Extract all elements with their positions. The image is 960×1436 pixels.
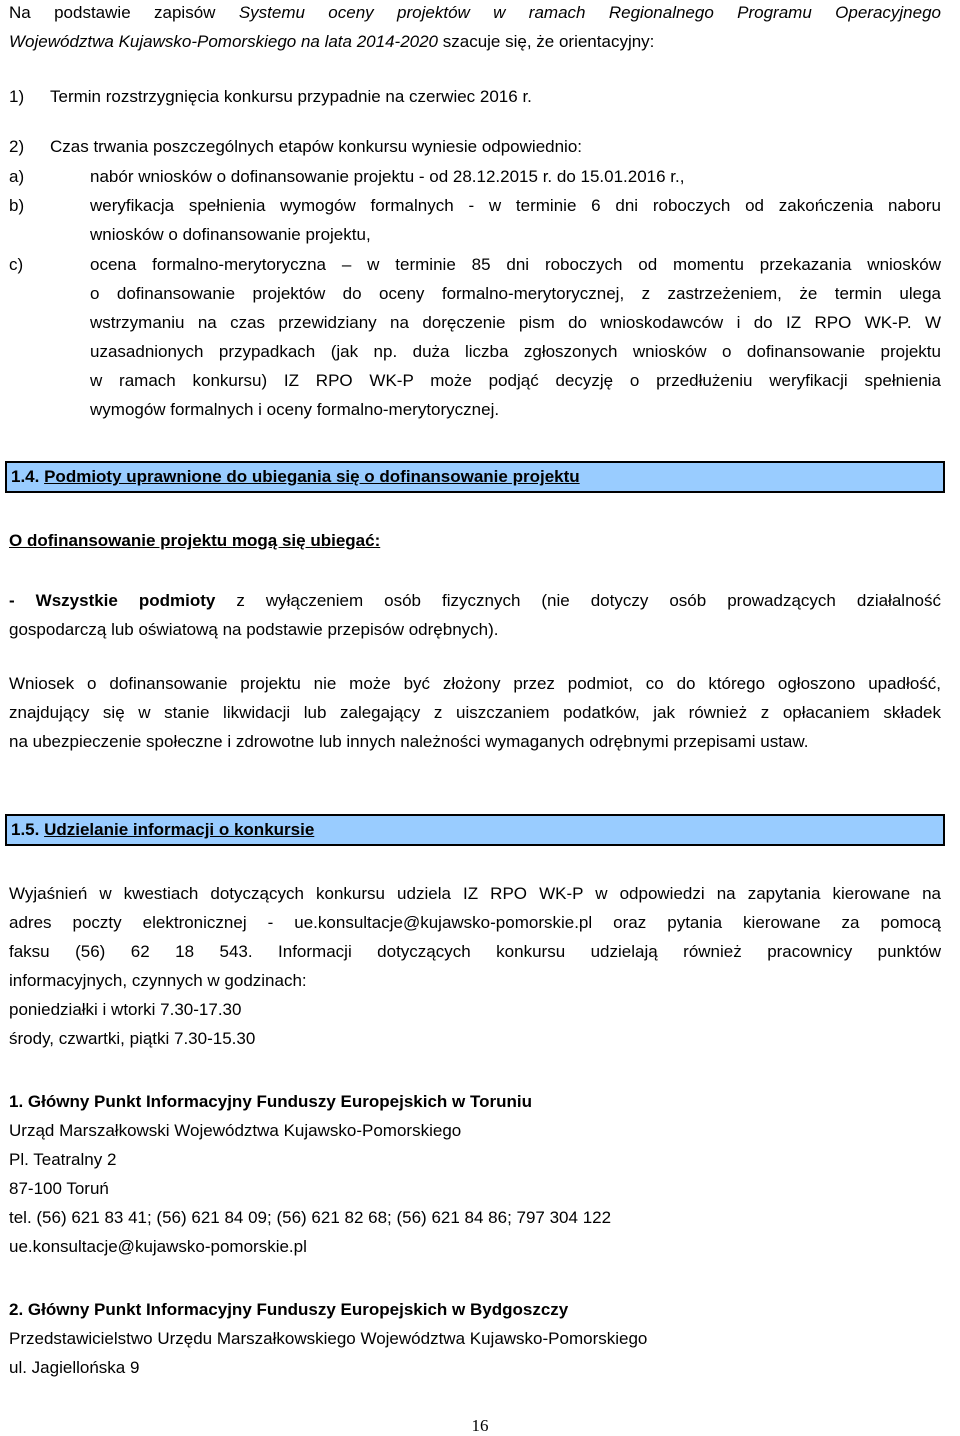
eligibility-heading — [9, 526, 941, 555]
exclusion-line: na ubezpieczenie społeczne i zdrowotne lub innych należności wymaganych odrębnymi przepisami ustaw. — [9, 732, 809, 751]
sublist-text-line: weryfikacja spełnienia wymogów formalnych - w terminie 6 dni roboczych od zakończenia naboru — [90, 196, 941, 215]
section-number: 1.4. — [11, 467, 40, 486]
info-line: informacyjnych, czynnych w godzinach: — [9, 971, 307, 990]
section-number: 1.5. — [11, 820, 40, 839]
section-title: Udzielanie informacji o konkursie — [44, 820, 315, 839]
sublist-item-a — [9, 162, 941, 191]
list-number: 1) — [9, 87, 25, 106]
sublist-label: c) — [9, 255, 24, 274]
office-institution: Przedstawicielstwo Urzędu Marszałkowskiego Województwa Kujawsko-Pomorskiego — [9, 1329, 648, 1348]
intro-program-name: Systemu oceny projektów w ramach Regionalnego Programu Operacyjnego — [238, 3, 942, 22]
intro-text: Na podstawie zapisów — [9, 3, 239, 22]
office-torun — [9, 1087, 941, 1261]
sublist-text-line: uzasadnionych przypadkach (jak np. duża liczba zgłoszonych wniosków o dofinansowanie projektu — [90, 342, 941, 361]
sublist-text-line: wstrzymaniu na czas przewidziany na doręczenie pism do wnioskodawców i do IZ RPO WK-P. W — [90, 313, 941, 332]
office-postal-city: 87-100 Toruń — [9, 1179, 109, 1198]
sublist-item-b — [9, 191, 941, 249]
list-item-2 — [9, 132, 941, 161]
office-hours-wed-fri: środy, czwartki, piątki 7.30-15.30 — [9, 1029, 256, 1048]
section-heading-1-5 — [5, 814, 945, 846]
eligible-entities: - Wszystkie podmioty — [9, 591, 216, 610]
office-title: 1. Główny Punkt Informacyjny Funduszy Europejskich w Toruniu — [9, 1092, 532, 1111]
info-line: faksu (56) 62 18 543. Informacji dotyczących konkursu udzielają również pracownicy punktów — [9, 942, 941, 961]
intro-text-cont: szacuje się, że orientacyjny: — [438, 32, 655, 51]
sublist-label: a) — [9, 167, 25, 186]
intro-line-2 — [9, 27, 941, 56]
sublist-text-line: w ramach konkursu) IZ RPO WK-P może podjąć decyzję o przedłużeniu weryfikacji spełnienia — [90, 371, 941, 390]
office-institution: Urząd Marszałkowski Województwa Kujawsko-Pomorskiego — [9, 1121, 462, 1140]
sublist-item-c — [9, 250, 941, 424]
office-hours-mon-tue: poniedziałki i wtorki 7.30-17.30 — [9, 1000, 242, 1019]
intro-line-1 — [9, 0, 941, 27]
office-street: ul. Jagiellońska 9 — [9, 1358, 140, 1377]
office-phones: tel. (56) 621 83 41; (56) 621 84 09; (56) 621 82 68; (56) 621 84 86; 797 304 122 — [9, 1208, 612, 1227]
eligibility-line-1 — [9, 586, 941, 615]
intro-program-name-cont: Województwa Kujawsko-Pomorskiego na lata 2014-2020 — [9, 32, 439, 51]
eligibility-line-2: gospodarczą lub oświatową na podstawie przepisów odrębnych). — [9, 620, 499, 639]
list-item-1 — [9, 82, 941, 111]
section-title: Podmioty uprawnione do ubiegania się o dofinansowanie projektu — [44, 467, 580, 486]
info-line: adres poczty elektronicznej - ue.konsultacje@kujawsko-pomorskie.pl oraz pytania kierowane za pomocą — [9, 913, 941, 932]
eligibility-text: z wyłączeniem osób fizycznych (nie dotyczy osób prowadzących działalność — [215, 591, 941, 610]
list-text: Czas trwania poszczególnych etapów konkursu wyniesie odpowiednio: — [50, 137, 583, 156]
sublist-text-line: o dofinansowanie projektów do oceny formalno-merytorycznej, z zastrzeżeniem, że termin ulega — [90, 284, 941, 303]
eligibility-heading-text: O dofinansowanie projektu mogą się ubiegać: — [9, 531, 381, 550]
eligibility-paragraph — [9, 586, 941, 644]
list-text: Termin rozstrzygnięcia konkursu przypadnie na czerwiec 2016 r. — [50, 87, 532, 106]
info-paragraph — [9, 879, 941, 1053]
office-bydgoszcz — [9, 1295, 941, 1382]
office-street: Pl. Teatralny 2 — [9, 1150, 117, 1169]
sublist-label: b) — [9, 196, 25, 215]
office-title: 2. Główny Punkt Informacyjny Funduszy Europejskich w Bydgoszczy — [9, 1300, 569, 1319]
sublist-text-line: ocena formalno-merytoryczna – w terminie 85 dni roboczych od momentu przekazania wniosków — [90, 255, 941, 274]
office-email: ue.konsultacje@kujawsko-pomorskie.pl — [9, 1237, 307, 1256]
exclusion-paragraph — [9, 669, 941, 756]
sublist-text-line: wymogów formalnych i oceny formalno-merytorycznej. — [90, 400, 500, 419]
sublist-text: nabór wniosków o dofinansowanie projektu - od 28.12.2015 r. do 15.01.2016 r., — [90, 167, 685, 186]
exclusion-line: Wniosek o dofinansowanie projektu nie może być złożony przez podmiot, co do którego ogłoszono upadłość, — [9, 674, 941, 693]
intro-paragraph — [9, 0, 941, 56]
sublist-text-line: wniosków o dofinansowanie projektu, — [90, 225, 371, 244]
list-number: 2) — [9, 137, 25, 156]
section-heading-1-4 — [5, 461, 945, 493]
page-number: 16 — [471, 1416, 489, 1435]
info-line: Wyjaśnień w kwestiach dotyczących konkursu udziela IZ RPO WK-P w odpowiedzi na zapytania kierowane na — [9, 884, 941, 903]
exclusion-line: znajdujący się w stanie likwidacji lub zalegający z uiszczaniem podatków, jak również z opłacaniem składek — [9, 703, 941, 722]
